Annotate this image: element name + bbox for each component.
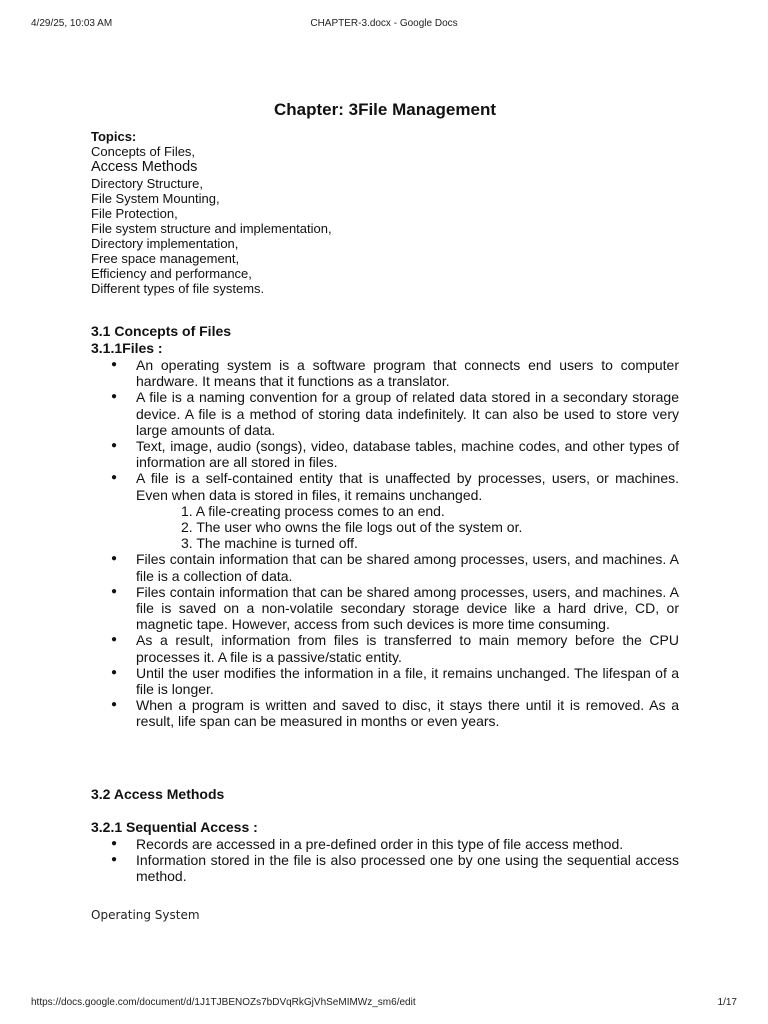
list-item: ● Until the user modifies the information in a file, it remains unchanged. The lifespan of a file is longer. [91, 665, 679, 697]
list-item: ● A file is a naming convention for a group of related data stored in a secondary storage device. A file is a method of storing data indefinitely. It can also be used to store very large amounts of data. [91, 389, 679, 438]
list-item: ● As a result, information from files is transferred to main memory before the CPU processes it. A file is a passive/static entity. [91, 632, 679, 664]
subsection-heading-3-2-1: 3.2.1 Sequential Access : [91, 819, 258, 835]
numbered-item: 2. The user who owns the file logs out of the system or. [181, 519, 523, 536]
print-datetime: 4/29/25, 10:03 AM [31, 18, 113, 29]
list-item: ● Records are accessed in a pre-defined order in this type of file access method. [91, 836, 679, 852]
topics-heading: Topics: [91, 129, 137, 144]
topic-item: File system structure and implementation, [91, 221, 332, 236]
subsection-heading-3-1-1: 3.1.1Files : [91, 340, 163, 356]
topic-item: Efficiency and performance, [91, 266, 252, 281]
page-footer-text: Operating System [91, 908, 200, 922]
list-item: ● Files contain information that can be shared among processes, users, and machines. A file is a collection of data. [91, 551, 679, 583]
print-header [31, 18, 737, 32]
print-footer [31, 997, 737, 1011]
topic-item: Directory Structure, [91, 176, 203, 191]
list-item: ● An operating system is a software program that connects end users to computer hardware. It means that it functions as a translator. [91, 357, 679, 389]
files-bullet-list [91, 357, 679, 730]
topic-item: Access Methods [91, 159, 198, 175]
section-heading-3-2: 3.2 Access Methods [91, 786, 225, 802]
list-item: ● Files contain information that can be shared among processes, users, and machines. A file is saved on a non-volatile secondary storage device like a hard drive, CD, or magnetic tape. However, access from such devices is more time consuming. [91, 584, 679, 633]
topic-item: Different types of file systems. [91, 281, 265, 296]
section-heading-3-1: 3.1 Concepts of Files [91, 323, 232, 339]
print-doc-title: CHAPTER-3.docx - Google Docs [310, 18, 458, 29]
list-item: ● When a program is written and saved to disc, it stays there until it is removed. As a result, life span can be measured in months or even years. [91, 697, 679, 729]
numbered-item: 1. A file-creating process comes to an end. [181, 502, 445, 519]
print-page-number: 1/17 [717, 997, 737, 1008]
list-item: ● A file is a self-contained entity that is unaffected by processes, users, or machines. Even when data is stored in files, it remains unchanged. [91, 470, 679, 502]
topic-item: Free space management, [91, 251, 240, 266]
topic-item: Directory implementation, [91, 236, 239, 251]
list-item: ● Information stored in the file is also processed one by one using the sequential access method. [91, 852, 679, 884]
list-item: ● Text, image, audio (songs), video, database tables, machine codes, and other types of information are all stored in files. [91, 438, 679, 470]
chapter-title: Chapter: 3File Management [274, 100, 496, 119]
numbered-item: 3. The machine is turned off. [181, 535, 358, 552]
topic-item: Concepts of Files, [91, 144, 196, 159]
topics-block [91, 129, 679, 296]
sequential-access-bullet-list [91, 836, 679, 885]
topic-item: File Protection, [91, 206, 178, 221]
topic-item: File System Mounting, [91, 191, 220, 206]
print-url: https://docs.google.com/document/d/1J1TJBENOZs7bDVqRkGjVhSeMIMWz_sm6/edit [31, 997, 416, 1008]
